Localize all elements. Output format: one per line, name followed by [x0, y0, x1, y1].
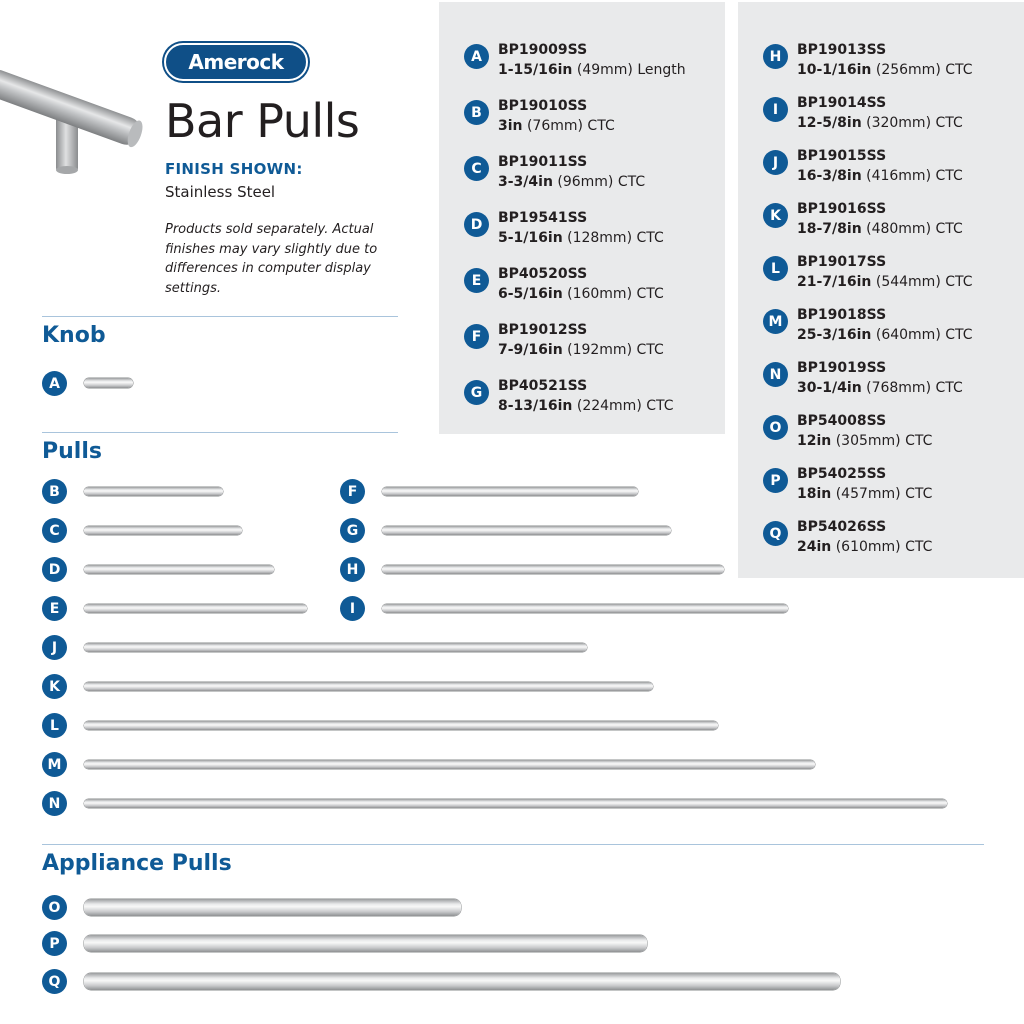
- section-title-appliance: Appliance Pulls: [42, 851, 232, 876]
- disclaimer-text: Products sold separately. Actual finishes may vary slightly due to differences in computer display settings.: [165, 222, 378, 296]
- bar-o: [84, 899, 461, 916]
- spec-size: 18in (457mm) CTC: [797, 486, 933, 502]
- spec-sku: BP40521SS: [498, 378, 588, 394]
- divider-pulls: [42, 432, 398, 433]
- finish-value: Stainless Steel: [165, 183, 276, 201]
- spec-sku: BP19017SS: [797, 254, 887, 270]
- bar-n: [84, 799, 947, 808]
- spec-sku: BP40520SS: [498, 266, 588, 282]
- spec-panel-left: [439, 2, 725, 434]
- spec-sku: BP19010SS: [498, 98, 588, 114]
- row-badge-q: Q: [42, 969, 67, 994]
- divider-appliance: [42, 844, 984, 845]
- bar-l: [84, 721, 718, 730]
- spec-badge-i: I: [763, 97, 788, 122]
- spec-badge-m: M: [763, 309, 788, 334]
- spec-sku: BP19009SS: [498, 42, 588, 58]
- row-badge-c: C: [42, 518, 67, 543]
- row-badge-k: K: [42, 674, 67, 699]
- row-badge-j: J: [42, 635, 67, 660]
- spec-sku: BP54025SS: [797, 466, 887, 482]
- spec-size: 5-1/16in (128mm) CTC: [498, 230, 664, 246]
- spec-size: 18-7/8in (480mm) CTC: [797, 221, 963, 237]
- spec-badge-b: B: [464, 100, 489, 125]
- spec-size: 3-3/4in (96mm) CTC: [498, 174, 646, 190]
- bar-g: [382, 526, 671, 535]
- spec-size: 6-5/16in (160mm) CTC: [498, 286, 664, 302]
- spec-size: 21-7/16in (544mm) CTC: [797, 274, 973, 290]
- row-badge-a: A: [42, 371, 67, 396]
- spec-size: 8-13/16in (224mm) CTC: [498, 398, 674, 414]
- spec-badge-j: J: [763, 150, 788, 175]
- bar-j: [84, 643, 587, 652]
- bar-c: [84, 526, 242, 535]
- spec-size: 3in (76mm) CTC: [498, 118, 615, 134]
- spec-badge-g: G: [464, 380, 489, 405]
- bar-p: [84, 935, 647, 952]
- bar-q: [84, 973, 840, 990]
- spec-badge-c: C: [464, 156, 489, 181]
- amerock-logo: [164, 43, 308, 81]
- spec-badge-o: O: [763, 415, 788, 440]
- bar-a: [84, 378, 133, 388]
- bar-m: [84, 760, 815, 769]
- spec-sku: BP19541SS: [498, 210, 588, 226]
- spec-badge-e: E: [464, 268, 489, 293]
- spec-size: 1-15/16in (49mm) Length: [498, 62, 686, 78]
- bar-h: [382, 565, 724, 574]
- logo-text: Amerock: [188, 50, 284, 74]
- row-badge-o: O: [42, 895, 67, 920]
- spec-sku: BP19012SS: [498, 322, 588, 338]
- row-badge-e: E: [42, 596, 67, 621]
- spec-sku: BP54026SS: [797, 519, 887, 535]
- spec-sku: BP19013SS: [797, 42, 887, 58]
- spec-badge-d: D: [464, 212, 489, 237]
- row-badge-n: N: [42, 791, 67, 816]
- spec-badge-p: P: [763, 468, 788, 493]
- spec-size: 24in (610mm) CTC: [797, 539, 933, 555]
- spec-size: 12-5/8in (320mm) CTC: [797, 115, 963, 131]
- spec-sku: BP19019SS: [797, 360, 887, 376]
- bar-k: [84, 682, 653, 691]
- spec-sku: BP19014SS: [797, 95, 887, 111]
- spec-size: 30-1/4in (768mm) CTC: [797, 380, 963, 396]
- spec-sku: BP19015SS: [797, 148, 887, 164]
- spec-badge-k: K: [763, 203, 788, 228]
- spec-badge-a: A: [464, 44, 489, 69]
- row-badge-l: L: [42, 713, 67, 738]
- spec-badge-h: H: [763, 44, 788, 69]
- bar-b: [84, 487, 223, 496]
- row-badge-m: M: [42, 752, 67, 777]
- row-badge-i: I: [340, 596, 365, 621]
- spec-badge-f: F: [464, 324, 489, 349]
- spec-panel-right: [738, 2, 1024, 578]
- section-title-pulls: Pulls: [42, 439, 102, 464]
- bar-e: [84, 604, 307, 613]
- bar-d: [84, 565, 274, 574]
- spec-size: 10-1/16in (256mm) CTC: [797, 62, 973, 78]
- spec-badge-n: N: [763, 362, 788, 387]
- spec-badge-l: L: [763, 256, 788, 281]
- row-badge-g: G: [340, 518, 365, 543]
- spec-size: 12in (305mm) CTC: [797, 433, 933, 449]
- bar-f: [382, 487, 638, 496]
- row-badge-f: F: [340, 479, 365, 504]
- spec-badge-q: Q: [763, 521, 788, 546]
- section-title-knob: Knob: [42, 323, 106, 348]
- spec-size: 7-9/16in (192mm) CTC: [498, 342, 664, 358]
- row-badge-p: P: [42, 931, 67, 956]
- bar-pull-product-image: [0, 68, 150, 178]
- spec-sku: BP54008SS: [797, 413, 887, 429]
- divider-top: [42, 316, 398, 317]
- spec-sku: BP19016SS: [797, 201, 887, 217]
- spec-sku: BP19018SS: [797, 307, 887, 323]
- row-badge-b: B: [42, 479, 67, 504]
- bar-i: [382, 604, 788, 613]
- spec-size: 25-3/16in (640mm) CTC: [797, 327, 973, 343]
- spec-size: 16-3/8in (416mm) CTC: [797, 168, 963, 184]
- row-badge-d: D: [42, 557, 67, 582]
- spec-sku: BP19011SS: [498, 154, 588, 170]
- row-badge-h: H: [340, 557, 365, 582]
- finish-label: FINISH SHOWN:: [165, 160, 303, 178]
- page-title: Bar Pulls: [165, 94, 360, 148]
